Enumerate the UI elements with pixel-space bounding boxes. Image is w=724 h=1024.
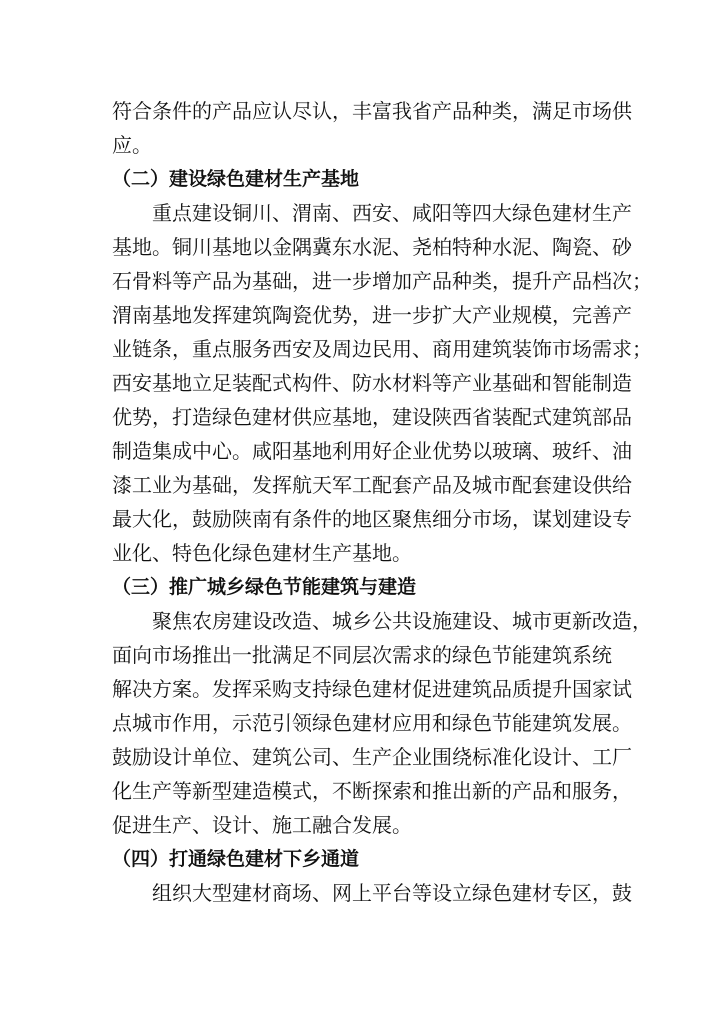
body-text-line: 符合条件的产品应认尽认，丰富我省产品种类，满足市场供 bbox=[112, 99, 632, 123]
body-text-line: 石骨料等产品为基础，进一步增加产品种类，提升产品档次； bbox=[112, 269, 652, 293]
body-text-line: 业化、特色化绿色建材生产基地。 bbox=[112, 541, 412, 565]
body-text-line: 鼓励设计单位、建筑公司、生产企业围绕标准化设计、工厂 bbox=[112, 745, 632, 769]
body-text-line: 基地。铜川基地以金隅冀东水泥、尧柏特种水泥、陶瓷、砂 bbox=[112, 235, 632, 259]
body-text-line: 聚焦农房建设改造、城乡公共设施建设、城市更新改造， bbox=[152, 609, 652, 633]
body-text-line: 漆工业为基础，发挥航天军工配套产品及城市配套建设供给 bbox=[112, 473, 632, 497]
body-text-line: 面向市场推出一批满足不同层次需求的绿色节能建筑系统 bbox=[112, 643, 612, 667]
body-text-line: 化生产等新型建造模式，不断探索和推出新的产品和服务， bbox=[112, 779, 632, 803]
body-text-line: 重点建设铜川、渭南、西安、咸阳等四大绿色建材生产 bbox=[152, 201, 632, 225]
body-text-line: 最大化，鼓励陕南有条件的地区聚焦细分市场，谋划建设专 bbox=[112, 507, 632, 531]
section-heading: （四）打通绿色建材下乡通道 bbox=[112, 848, 360, 870]
body-text-line: 应。 bbox=[112, 133, 152, 157]
body-text-line: 业链条，重点服务西安及周边民用、商用建筑装饰市场需求； bbox=[112, 337, 652, 361]
body-text-line: 解决方案。发挥采购支持绿色建材促进建筑品质提升国家试 bbox=[112, 677, 632, 701]
body-text-line: 渭南基地发挥建筑陶瓷优势，进一步扩大产业规模，完善产 bbox=[112, 303, 632, 327]
body-text-line: 优势，打造绿色建材供应基地，建设陕西省装配式建筑部品 bbox=[112, 405, 632, 429]
section-heading: （二）建设绿色建材生产基地 bbox=[112, 168, 360, 190]
section-heading: （三）推广城乡绿色节能建筑与建造 bbox=[112, 576, 417, 598]
body-text-line: 制造集成中心。咸阳基地利用好企业优势以玻璃、玻纤、油 bbox=[112, 439, 632, 463]
body-text-line: 组织大型建材商场、网上平台等设立绿色建材专区，鼓 bbox=[152, 881, 632, 905]
body-text-line: 西安基地立足装配式构件、防水材料等产业基础和智能制造 bbox=[112, 371, 632, 395]
body-text-line: 点城市作用，示范引领绿色建材应用和绿色节能建筑发展。 bbox=[112, 711, 632, 735]
body-text-line: 促进生产、设计、施工融合发展。 bbox=[112, 813, 412, 837]
